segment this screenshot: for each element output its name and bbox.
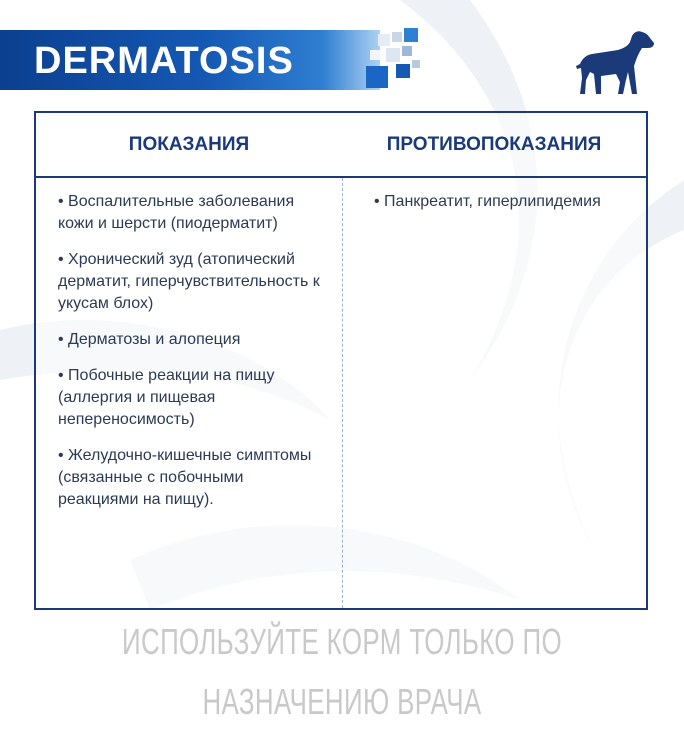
dog-silhouette-icon: [572, 26, 656, 98]
page-title: DERMATOSIS: [34, 40, 294, 82]
table-header-row: [36, 113, 646, 178]
list-item: • Побочные реакции на пищу (аллергия и пищевая непереносимость): [58, 367, 275, 428]
list-item: • Хронический зуд (атопический дерматит, гиперчувствительность к укусам блох): [58, 251, 320, 312]
list-item: • Дерматозы и алопеция: [58, 331, 241, 348]
indications-list: [58, 191, 328, 525]
list-item: • Воспалительные заболевания кожи и шерсти (пиодерматит): [58, 193, 295, 232]
pixel-squares-icon: [356, 26, 436, 90]
list-item: • Желудочно-кишечные симптомы (связанные с побочными реакциями на пищу).: [58, 447, 312, 508]
column-divider: [342, 178, 343, 608]
list-item: • Панкреатит, гиперлипидемия: [374, 193, 601, 210]
contraindications-header: ПРОТИВОПОКАЗАНИЯ: [386, 134, 602, 155]
footer-disclaimer: ИСПОЛЬЗУЙТЕ КОРМ ТОЛЬКО ПО НАЗНАЧЕНИЮ ВРАЧА: [121, 621, 563, 722]
contraindications-list: [374, 191, 634, 227]
indications-table: [34, 111, 648, 610]
indications-header: ПОКАЗАНИЯ: [128, 134, 250, 155]
